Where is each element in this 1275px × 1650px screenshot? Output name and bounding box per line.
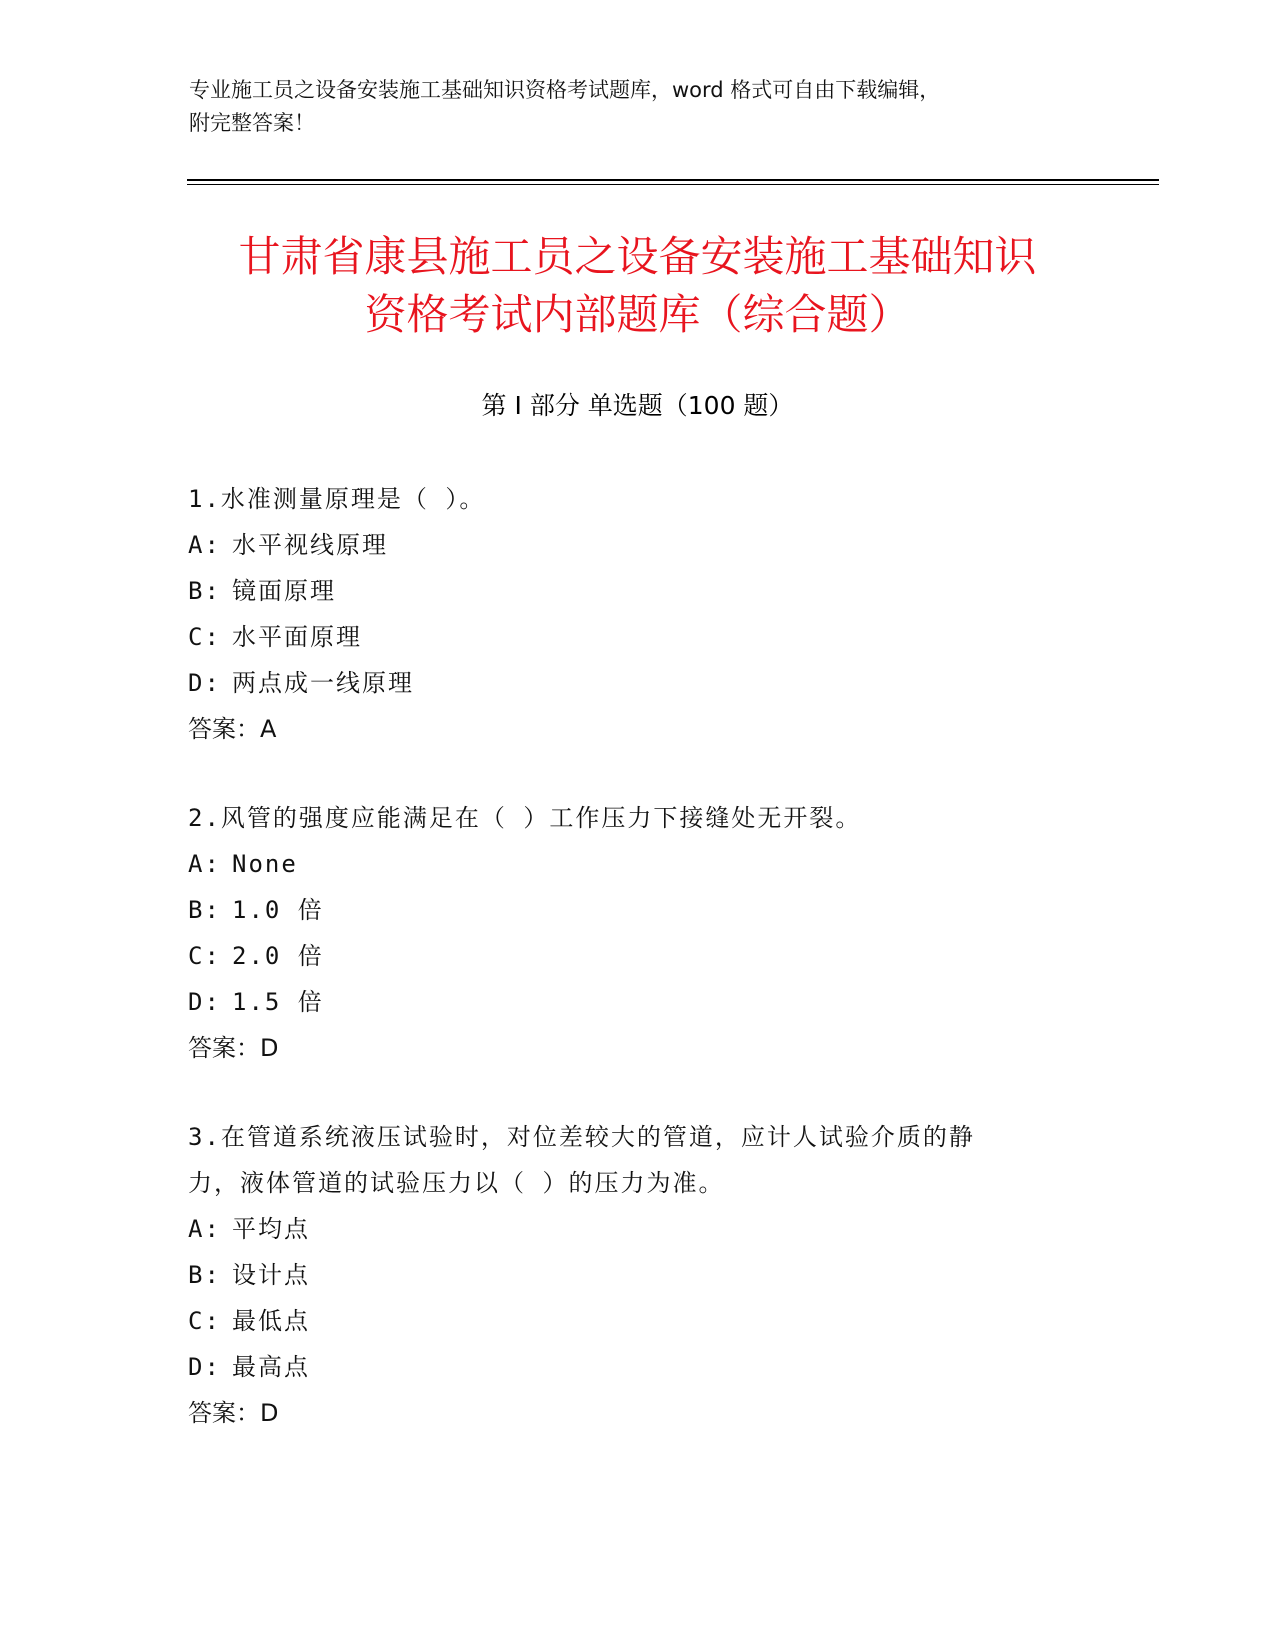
option-text: 水平视线原理 bbox=[232, 531, 388, 559]
question-stem: 2.风管的强度应能满足在（ ）工作压力下接缝处无开裂。 bbox=[188, 804, 862, 832]
header-divider-thick bbox=[187, 179, 1159, 181]
option-label: D: bbox=[188, 669, 221, 697]
option-text: 1.0 倍 bbox=[232, 896, 324, 924]
option-label: A: bbox=[188, 531, 221, 559]
option-c bbox=[188, 1298, 1088, 1344]
option-text: 最高点 bbox=[232, 1353, 310, 1381]
answer-line: 答案：D bbox=[188, 1034, 279, 1062]
option-text: 1.5 倍 bbox=[232, 988, 324, 1016]
answer-line: 答案：A bbox=[188, 715, 277, 743]
question-stem-line-1: 3.在管道系统液压试验时，对位差较大的管道，应计人试验介质的静 bbox=[188, 1123, 975, 1151]
option-text: 最低点 bbox=[232, 1307, 310, 1335]
option-text: 2.0 倍 bbox=[232, 942, 324, 970]
header-note-line-1: 专业施工员之设备安装施工基础知识资格考试题库，word 格式可自由下载编辑， bbox=[189, 78, 941, 102]
document-title bbox=[150, 228, 1125, 344]
option-a bbox=[188, 841, 1088, 887]
option-label: B: bbox=[188, 896, 221, 924]
question-block bbox=[188, 476, 1088, 752]
answer-line: 答案：D bbox=[188, 1399, 279, 1427]
option-text: 水平面原理 bbox=[232, 623, 362, 651]
option-text: 镜面原理 bbox=[232, 577, 336, 605]
header-divider-thin bbox=[187, 184, 1159, 185]
option-a bbox=[188, 522, 1088, 568]
option-a bbox=[188, 1206, 1088, 1252]
option-b bbox=[188, 1252, 1088, 1298]
option-c bbox=[188, 933, 1088, 979]
option-text: None bbox=[232, 850, 298, 878]
option-d bbox=[188, 660, 1088, 706]
section-heading: 第 I 部分 单选题（100 题） bbox=[481, 391, 794, 420]
option-text: 两点成一线原理 bbox=[232, 669, 414, 697]
option-label: D: bbox=[188, 1353, 221, 1381]
document-title-line-2: 资格考试内部题库（综合题） bbox=[364, 290, 911, 339]
question-stem-line-2: 力，液体管道的试验压力以（ ）的压力为准。 bbox=[188, 1169, 725, 1197]
question-stem: 1.水准测量原理是（ ）。 bbox=[188, 485, 486, 513]
option-label: A: bbox=[188, 1215, 221, 1243]
option-label: D: bbox=[188, 988, 221, 1016]
option-c bbox=[188, 614, 1088, 660]
option-label: B: bbox=[188, 577, 221, 605]
option-text: 平均点 bbox=[232, 1215, 310, 1243]
option-label: C: bbox=[188, 623, 221, 651]
document-title-line-1: 甘肃省康县施工员之设备安装施工基础知识 bbox=[238, 232, 1037, 281]
option-label: B: bbox=[188, 1261, 221, 1289]
option-text: 设计点 bbox=[232, 1261, 310, 1289]
option-label: C: bbox=[188, 942, 221, 970]
question-block bbox=[188, 1114, 1088, 1436]
option-d bbox=[188, 979, 1088, 1025]
option-b bbox=[188, 568, 1088, 614]
option-d bbox=[188, 1344, 1088, 1390]
document-header-note bbox=[189, 74, 1089, 140]
option-b bbox=[188, 887, 1088, 933]
header-note-line-2: 附完整答案！ bbox=[189, 111, 315, 135]
question-block bbox=[188, 795, 1088, 1071]
option-label: C: bbox=[188, 1307, 221, 1335]
option-label: A: bbox=[188, 850, 221, 878]
